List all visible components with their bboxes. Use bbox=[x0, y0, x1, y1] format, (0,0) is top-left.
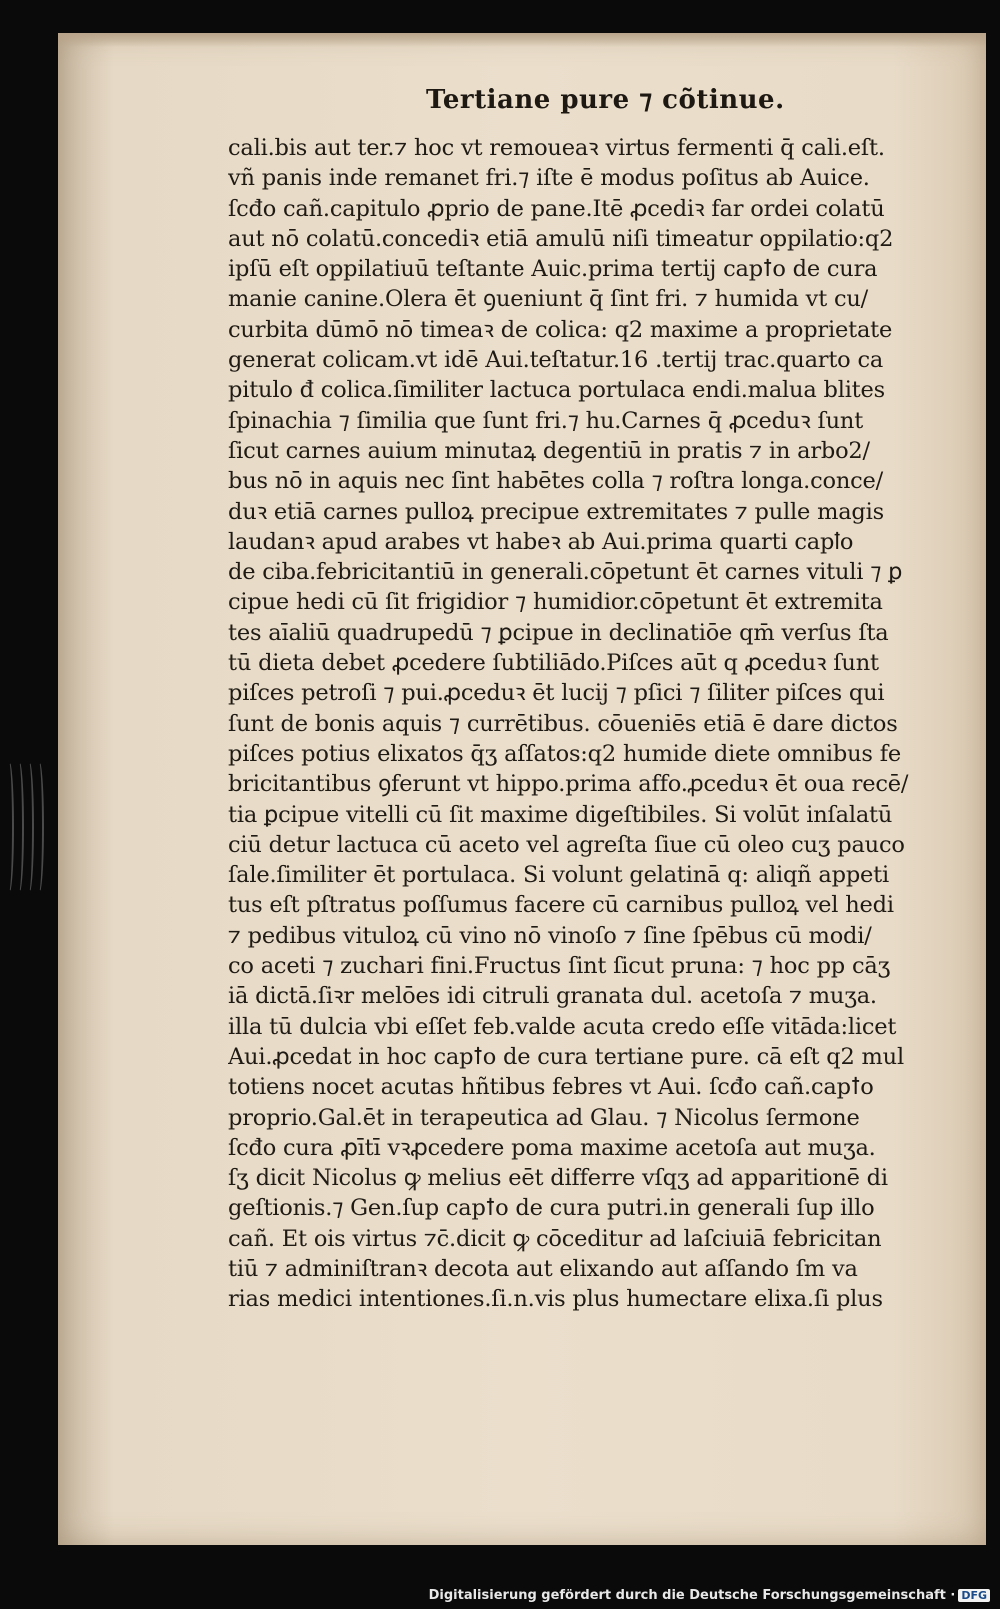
text-line: cipue hedi cū ſit frigidior ⁊ humidior.cōpetunt ēt extremita bbox=[228, 589, 883, 616]
text-line: geſtionis.⁊ Gen.ſup capꝉo de cura putri.in generali ſup illo bbox=[228, 1195, 875, 1222]
text-block bbox=[228, 133, 958, 1315]
text-line: tia ꝑcipue vitelli cū ſit maxime digeſtibiles. Si volūt inſalatū bbox=[228, 801, 893, 828]
text-line: piſces petroſi ⁊ pui.ꝓceduꝛ ēt lucij ⁊ pſici ⁊ ſiliter piſces qui bbox=[228, 680, 885, 707]
text-line: Aui.ꝓcedat in hoc capꝉo de cura tertiane pure. cā eſt q2 mul bbox=[228, 1043, 904, 1070]
text-line: cali.bis aut ter.⁊ hoc vt remoueaꝛ virtus fermenti q̄ cali.eſt. bbox=[228, 135, 885, 161]
binding-curve bbox=[4, 760, 14, 894]
text-line: ſale.ſimiliter ēt portulaca. Si volunt gelatinā q: aliqñ appeti bbox=[228, 862, 889, 889]
text-line: ipſū eſt oppilatiuū teſtante Auic.prima tertij capꝉo de cura bbox=[228, 256, 878, 283]
text-line: tes aīaliū quadrupedū ⁊ ꝑcipue in declinatiōe qm̄ verſus ſta bbox=[228, 619, 889, 646]
funding-credit-text: Digitalisierung gefördert durch die Deutsche Forschungsgemeinschaft · bbox=[428, 1588, 956, 1603]
binding-curve bbox=[14, 760, 24, 894]
text-line: ſunt de bonis aquis ⁊ currētibus. cōueniēs etiā ē dare dictos bbox=[228, 710, 898, 737]
text-line: co aceti ⁊ zuchari fini.Fructus ſint ſicut pruna: ⁊ hoc pp cāʒ bbox=[228, 953, 891, 980]
text-line: ſcđo cañ.capitulo ꝓprio de pane.Itē ꝓcediꝛ far ordei colatū bbox=[228, 195, 885, 222]
text-line: ſʒ dicit Nicolus ꝙ melius eēt differre vſqʒ ad apparitionē di bbox=[228, 1165, 888, 1192]
text-line: generat colicam.vt idē Aui.teſtatur.16 .tertij trac.quarto ca bbox=[228, 347, 884, 374]
text-line: tus eſt pſtratus poſſumus facere cū carnibus pulloꝝ vel hedi bbox=[228, 892, 894, 919]
text-line: ſpinachia ⁊ ſimilia que ſunt fri.⁊ hu.Carnes q̄ ꝓceduꝛ ſunt bbox=[228, 407, 864, 434]
text-line: ⁊ pedibus vituloꝝ cū vino nō vinoſo ⁊ ſine ſpēbus cū modi/ bbox=[228, 922, 872, 949]
text-line: cañ. Et ois virtus ⁊c̄.dicit ꝙ cōceditur ad laſciuiā febricitan bbox=[228, 1225, 882, 1252]
text-line: piſces potius elixatos q̄ʒ aſſatos:q2 humide diete omnibus fe bbox=[228, 740, 901, 767]
text-line: iā dictā.ſiꝛr melōes idi citruli granata dul. acetoſa ⁊ muʒa. bbox=[228, 983, 877, 1010]
text-line: tū dieta debet ꝓcedere ſubtiliādo.Piſces aūt q ꝓceduꝛ ſunt bbox=[228, 650, 879, 677]
text-line: vñ panis inde remanet fri.⁊ iſte ē modus poſitus ab Auice. bbox=[228, 165, 870, 192]
text-line: curbita dūmō nō timeaꝛ de colica: q2 maxime a proprietate bbox=[228, 316, 893, 343]
text-line: tiū ⁊ adminiſtranꝛ decota aut elixando aut aſſando ſm va bbox=[228, 1255, 858, 1282]
text-line: illa tū dulcia vbi eſſet feb.valde acuta credo eſſe vitāda:licet bbox=[228, 1013, 897, 1040]
text-line: ſicut carnes auium minutaꝝ degentiū in pratis ⁊ in arbo2/ bbox=[228, 437, 870, 464]
text-line: laudanꝛ apud arabes vt habeꝛ ab Aui.prima quarti capꝉo bbox=[228, 528, 854, 555]
text-line: de ciba.febricitantiū in generali.cōpetunt ēt carnes vituli ⁊ ꝑ bbox=[228, 559, 903, 586]
running-head: Tertiane pure ⁊ cõtinue. bbox=[426, 85, 785, 115]
binding-curve bbox=[24, 760, 34, 894]
page-leaf bbox=[58, 33, 986, 1545]
text-line: duꝛ etiā carnes pulloꝝ precipue extremitates ⁊ pulle magis bbox=[228, 498, 884, 525]
text-line: totiens nocet acutas hñtibus febres vt Aui. ſcđo cañ.capꝉo bbox=[228, 1074, 874, 1101]
text-line: proprio.Gal.ēt in terapeutica ad Glau. ⁊ Nicolus ſermone bbox=[228, 1104, 860, 1131]
text-line: ciū detur lactuca cū aceto vel agreſta ſiue cū oleo cuʒ pauco bbox=[228, 831, 905, 858]
text-line: pitulo đ colica.ſimiliter lactuca portulaca endi.malua blites bbox=[228, 377, 885, 404]
funding-credit bbox=[429, 1588, 990, 1603]
text-line: bus nō in aquis nec ſint habētes colla ⁊ roſtra longa.conce/ bbox=[228, 468, 884, 495]
book-binding-edge bbox=[0, 760, 60, 890]
text-line: manie canine.Olera ēt ꝯueniunt q̄ ſint fri. ⁊ humida vt cu/ bbox=[228, 286, 869, 313]
text-line: aut nō colatū.concediꝛ etiā amulū niſi timeatur oppilatio:q2 bbox=[228, 225, 894, 252]
dfg-logo: DFG bbox=[958, 1589, 990, 1602]
binding-curve bbox=[34, 760, 44, 894]
text-line: bricitantibus ꝯferunt vt hippo.prima affo.ꝓceduꝛ ēt oua recē/ bbox=[228, 771, 909, 798]
text-line: ſcđo cura ꝓītī vꝛꝓcedere poma maxime acetoſa aut muʒa. bbox=[228, 1134, 876, 1161]
text-line: rias medici intentiones.ſi.n.vis plus humectare elixa.ſi plus bbox=[228, 1286, 883, 1313]
